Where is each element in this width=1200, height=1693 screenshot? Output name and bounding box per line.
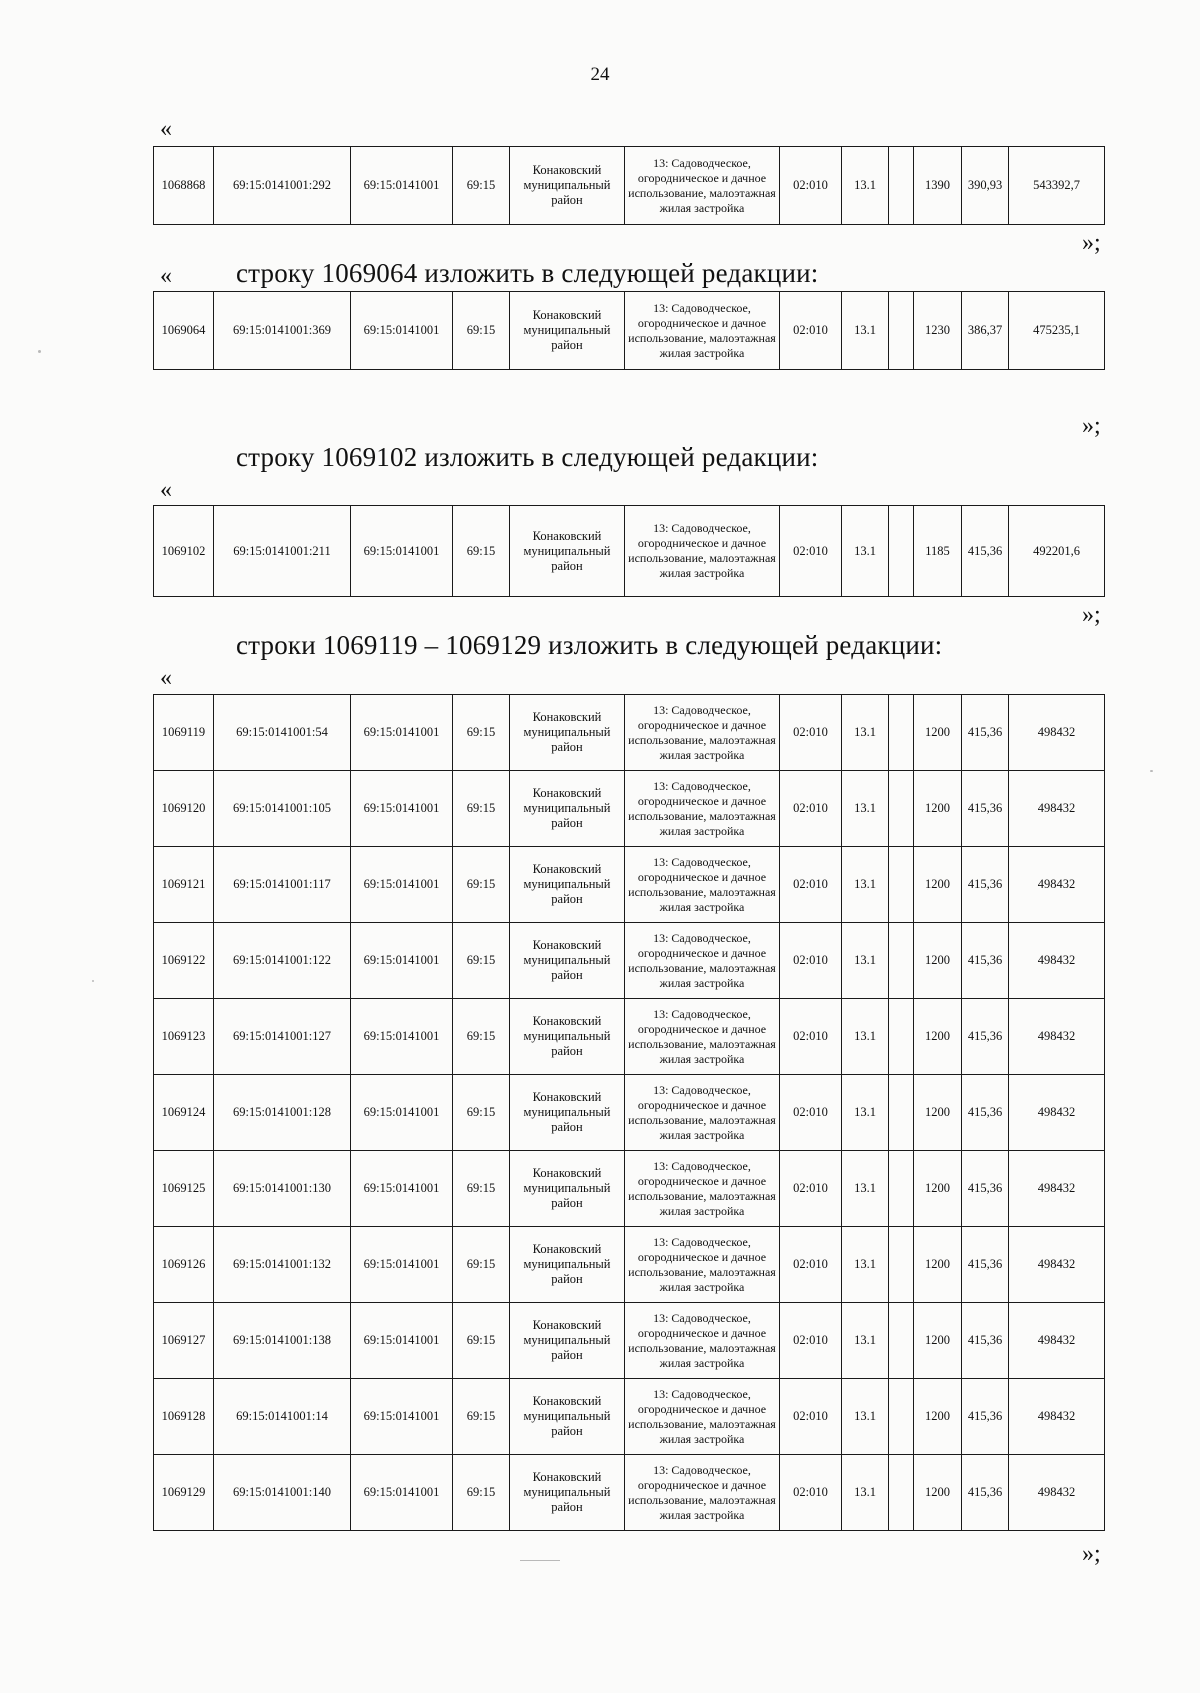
cell-rate: 415,36 — [962, 1303, 1009, 1379]
table-row — [154, 847, 1105, 923]
cell-id: 1069064 — [154, 292, 214, 370]
cell-quarter: 69:15:0141001 — [351, 923, 453, 999]
cell-rate: 415,36 — [962, 506, 1009, 597]
cell-use: 13: Садоводческое, огородническое и дачное использование, малоэтажная жилая застройка — [625, 147, 780, 225]
cell-area: 1200 — [914, 771, 962, 847]
close-quote: »; — [1082, 602, 1101, 628]
cell-cadastral: 69:15:0141001:132 — [214, 1227, 351, 1303]
open-quote: « — [160, 116, 172, 142]
cell-quarter: 69:15:0141001 — [351, 506, 453, 597]
cell-district: Конаковский муниципальный район — [510, 847, 625, 923]
table-row — [154, 506, 1105, 597]
cell-district: Конаковский муниципальный район — [510, 1455, 625, 1531]
table-section-3 — [153, 694, 1105, 1531]
cell-quarter: 69:15:0141001 — [351, 147, 453, 225]
cell-cadastral: 69:15:0141001:127 — [214, 999, 351, 1075]
cell-code: 02:010 — [780, 1455, 842, 1531]
cell-area: 1200 — [914, 1151, 962, 1227]
cell-cadastral: 69:15:0141001:117 — [214, 847, 351, 923]
table-section-1 — [153, 291, 1105, 370]
cell-group: 13.1 — [842, 1151, 889, 1227]
section-heading: строку 1069102 изложить в следующей редакции: — [236, 442, 819, 472]
cell-code: 02:010 — [780, 506, 842, 597]
cell-code: 02:010 — [780, 1227, 842, 1303]
cell-district: Конаковский муниципальный район — [510, 147, 625, 225]
cell-cadastral: 69:15:0141001:369 — [214, 292, 351, 370]
cell-id: 1069127 — [154, 1303, 214, 1379]
table-row — [154, 292, 1105, 370]
cell-use: 13: Садоводческое, огородническое и дачное использование, малоэтажная жилая застройка — [625, 1455, 780, 1531]
cell-rate: 415,36 — [962, 1455, 1009, 1531]
cell-blank — [889, 1227, 914, 1303]
cell-group: 13.1 — [842, 1379, 889, 1455]
cell-value: 498432 — [1009, 1379, 1105, 1455]
close-quote: »; — [1082, 1541, 1101, 1567]
cell-cadastral: 69:15:0141001:105 — [214, 771, 351, 847]
close-quote: »; — [1082, 413, 1101, 439]
cell-id: 1069124 — [154, 1075, 214, 1151]
cell-id: 1069120 — [154, 771, 214, 847]
cell-rate: 415,36 — [962, 1379, 1009, 1455]
cell-blank — [889, 1379, 914, 1455]
cell-area: 1200 — [914, 1227, 962, 1303]
cell-district: Конаковский муниципальный район — [510, 999, 625, 1075]
table-row — [154, 147, 1105, 225]
cell-area: 1390 — [914, 147, 962, 225]
cell-use: 13: Садоводческое, огородническое и дачное использование, малоэтажная жилая застройка — [625, 1151, 780, 1227]
cell-id: 1069102 — [154, 506, 214, 597]
cell-district-code: 69:15 — [453, 506, 510, 597]
cell-area: 1200 — [914, 1379, 962, 1455]
close-quote: »; — [1082, 230, 1101, 256]
cell-district: Конаковский муниципальный район — [510, 1151, 625, 1227]
cell-value: 498432 — [1009, 1151, 1105, 1227]
cell-district-code: 69:15 — [453, 1303, 510, 1379]
scan-speck — [92, 980, 94, 982]
cell-value: 475235,1 — [1009, 292, 1105, 370]
cell-district: Конаковский муниципальный район — [510, 1379, 625, 1455]
cell-code: 02:010 — [780, 1151, 842, 1227]
cell-id: 1068868 — [154, 147, 214, 225]
cell-quarter: 69:15:0141001 — [351, 292, 453, 370]
cell-id: 1069122 — [154, 923, 214, 999]
cell-quarter: 69:15:0141001 — [351, 847, 453, 923]
cell-quarter: 69:15:0141001 — [351, 1075, 453, 1151]
cell-district: Конаковский муниципальный район — [510, 695, 625, 771]
cell-value: 498432 — [1009, 695, 1105, 771]
cell-district: Конаковский муниципальный район — [510, 292, 625, 370]
cell-cadastral: 69:15:0141001:54 — [214, 695, 351, 771]
table-row — [154, 1151, 1105, 1227]
cell-group: 13.1 — [842, 771, 889, 847]
scan-speck — [38, 350, 41, 353]
cell-quarter: 69:15:0141001 — [351, 1379, 453, 1455]
table-section-0 — [153, 146, 1105, 225]
cell-code: 02:010 — [780, 695, 842, 771]
cell-area: 1200 — [914, 695, 962, 771]
cell-group: 13.1 — [842, 1075, 889, 1151]
table-row — [154, 695, 1105, 771]
cell-district-code: 69:15 — [453, 1075, 510, 1151]
cell-blank — [889, 506, 914, 597]
cell-district-code: 69:15 — [453, 923, 510, 999]
cell-use: 13: Садоводческое, огородническое и дачное использование, малоэтажная жилая застройка — [625, 1227, 780, 1303]
cell-code: 02:010 — [780, 1303, 842, 1379]
cell-cadastral: 69:15:0141001:130 — [214, 1151, 351, 1227]
cell-id: 1069125 — [154, 1151, 214, 1227]
cell-rate: 415,36 — [962, 1075, 1009, 1151]
cell-rate: 415,36 — [962, 1151, 1009, 1227]
cell-district-code: 69:15 — [453, 695, 510, 771]
cell-rate: 415,36 — [962, 999, 1009, 1075]
section-heading: строки 1069119 – 1069129 изложить в следующей редакции: — [236, 630, 943, 660]
cell-district-code: 69:15 — [453, 292, 510, 370]
cell-group: 13.1 — [842, 1303, 889, 1379]
cell-district-code: 69:15 — [453, 1455, 510, 1531]
cell-value: 498432 — [1009, 1455, 1105, 1531]
cell-rate: 415,36 — [962, 695, 1009, 771]
cell-use: 13: Садоводческое, огородническое и дачное использование, малоэтажная жилая застройка — [625, 695, 780, 771]
cell-cadastral: 69:15:0141001:211 — [214, 506, 351, 597]
open-quote: « — [160, 263, 172, 289]
cell-area: 1200 — [914, 1075, 962, 1151]
cell-value: 543392,7 — [1009, 147, 1105, 225]
cell-blank — [889, 923, 914, 999]
cell-group: 13.1 — [842, 847, 889, 923]
cell-code: 02:010 — [780, 292, 842, 370]
cell-cadastral: 69:15:0141001:14 — [214, 1379, 351, 1455]
cell-rate: 415,36 — [962, 771, 1009, 847]
cell-district: Конаковский муниципальный район — [510, 923, 625, 999]
cell-area: 1200 — [914, 923, 962, 999]
cell-use: 13: Садоводческое, огородническое и дачное использование, малоэтажная жилая застройка — [625, 923, 780, 999]
cell-cadastral: 69:15:0141001:138 — [214, 1303, 351, 1379]
cell-district-code: 69:15 — [453, 1379, 510, 1455]
cell-district-code: 69:15 — [453, 999, 510, 1075]
cell-use: 13: Садоводческое, огородническое и дачное использование, малоэтажная жилая застройка — [625, 1075, 780, 1151]
table-row — [154, 1455, 1105, 1531]
cell-quarter: 69:15:0141001 — [351, 999, 453, 1075]
cell-area: 1200 — [914, 999, 962, 1075]
table-row — [154, 999, 1105, 1075]
cell-group: 13.1 — [842, 999, 889, 1075]
cell-cadastral: 69:15:0141001:292 — [214, 147, 351, 225]
cell-blank — [889, 1151, 914, 1227]
cell-code: 02:010 — [780, 771, 842, 847]
cell-district-code: 69:15 — [453, 147, 510, 225]
open-quote: « — [160, 665, 172, 691]
table-row — [154, 1227, 1105, 1303]
cell-code: 02:010 — [780, 1075, 842, 1151]
cell-cadastral: 69:15:0141001:122 — [214, 923, 351, 999]
cell-rate: 386,37 — [962, 292, 1009, 370]
cell-use: 13: Садоводческое, огородническое и дачное использование, малоэтажная жилая застройка — [625, 999, 780, 1075]
cell-id: 1069128 — [154, 1379, 214, 1455]
cell-quarter: 69:15:0141001 — [351, 1151, 453, 1227]
section-heading: строку 1069064 изложить в следующей редакции: — [236, 258, 819, 288]
cell-use: 13: Садоводческое, огородническое и дачное использование, малоэтажная жилая застройка — [625, 1379, 780, 1455]
cell-blank — [889, 1303, 914, 1379]
cell-district-code: 69:15 — [453, 771, 510, 847]
cell-blank — [889, 695, 914, 771]
cell-quarter: 69:15:0141001 — [351, 1455, 453, 1531]
cell-cadastral: 69:15:0141001:140 — [214, 1455, 351, 1531]
cell-group: 13.1 — [842, 695, 889, 771]
cell-id: 1069121 — [154, 847, 214, 923]
cell-district-code: 69:15 — [453, 1151, 510, 1227]
cell-group: 13.1 — [842, 1455, 889, 1531]
cell-use: 13: Садоводческое, огородническое и дачное использование, малоэтажная жилая застройка — [625, 1303, 780, 1379]
cell-quarter: 69:15:0141001 — [351, 771, 453, 847]
cell-quarter: 69:15:0141001 — [351, 695, 453, 771]
cell-use: 13: Садоводческое, огородническое и дачное использование, малоэтажная жилая застройка — [625, 771, 780, 847]
cell-value: 498432 — [1009, 771, 1105, 847]
table-row — [154, 1303, 1105, 1379]
cell-use: 13: Садоводческое, огородническое и дачное использование, малоэтажная жилая застройка — [625, 292, 780, 370]
cell-area: 1200 — [914, 847, 962, 923]
scan-speck — [520, 1560, 560, 1561]
cell-cadastral: 69:15:0141001:128 — [214, 1075, 351, 1151]
cell-value: 498432 — [1009, 1303, 1105, 1379]
cell-blank — [889, 147, 914, 225]
cell-district-code: 69:15 — [453, 847, 510, 923]
cell-area: 1200 — [914, 1455, 962, 1531]
cell-quarter: 69:15:0141001 — [351, 1227, 453, 1303]
cell-district: Конаковский муниципальный район — [510, 1075, 625, 1151]
cell-group: 13.1 — [842, 147, 889, 225]
cell-district-code: 69:15 — [453, 1227, 510, 1303]
cell-blank — [889, 1075, 914, 1151]
cell-value: 492201,6 — [1009, 506, 1105, 597]
cell-value: 498432 — [1009, 999, 1105, 1075]
cell-area: 1200 — [914, 1303, 962, 1379]
cell-district: Конаковский муниципальный район — [510, 506, 625, 597]
scan-speck — [1150, 770, 1153, 772]
cell-rate: 390,93 — [962, 147, 1009, 225]
cell-code: 02:010 — [780, 1379, 842, 1455]
cell-value: 498432 — [1009, 1227, 1105, 1303]
cell-area: 1230 — [914, 292, 962, 370]
cell-id: 1069119 — [154, 695, 214, 771]
cell-code: 02:010 — [780, 923, 842, 999]
cell-district: Конаковский муниципальный район — [510, 1227, 625, 1303]
cell-group: 13.1 — [842, 1227, 889, 1303]
cell-district: Конаковский муниципальный район — [510, 771, 625, 847]
cell-group: 13.1 — [842, 292, 889, 370]
cell-quarter: 69:15:0141001 — [351, 1303, 453, 1379]
cell-area: 1185 — [914, 506, 962, 597]
cell-code: 02:010 — [780, 999, 842, 1075]
table-row — [154, 771, 1105, 847]
cell-blank — [889, 847, 914, 923]
cell-blank — [889, 999, 914, 1075]
cell-id: 1069123 — [154, 999, 214, 1075]
cell-code: 02:010 — [780, 147, 842, 225]
cell-value: 498432 — [1009, 923, 1105, 999]
table-row — [154, 1075, 1105, 1151]
cell-rate: 415,36 — [962, 847, 1009, 923]
cell-blank — [889, 771, 914, 847]
cell-group: 13.1 — [842, 923, 889, 999]
table-row — [154, 1379, 1105, 1455]
cell-value: 498432 — [1009, 1075, 1105, 1151]
cell-group: 13.1 — [842, 506, 889, 597]
table-row — [154, 923, 1105, 999]
open-quote: « — [160, 477, 172, 503]
table-section-2 — [153, 505, 1105, 597]
cell-use: 13: Садоводческое, огородническое и дачное использование, малоэтажная жилая застройка — [625, 847, 780, 923]
cell-use: 13: Садоводческое, огородническое и дачное использование, малоэтажная жилая застройка — [625, 506, 780, 597]
cell-district: Конаковский муниципальный район — [510, 1303, 625, 1379]
cell-value: 498432 — [1009, 847, 1105, 923]
cell-code: 02:010 — [780, 847, 842, 923]
cell-blank — [889, 292, 914, 370]
page-number: 24 — [590, 64, 610, 85]
cell-blank — [889, 1455, 914, 1531]
cell-id: 1069126 — [154, 1227, 214, 1303]
cell-rate: 415,36 — [962, 1227, 1009, 1303]
cell-rate: 415,36 — [962, 923, 1009, 999]
cell-id: 1069129 — [154, 1455, 214, 1531]
